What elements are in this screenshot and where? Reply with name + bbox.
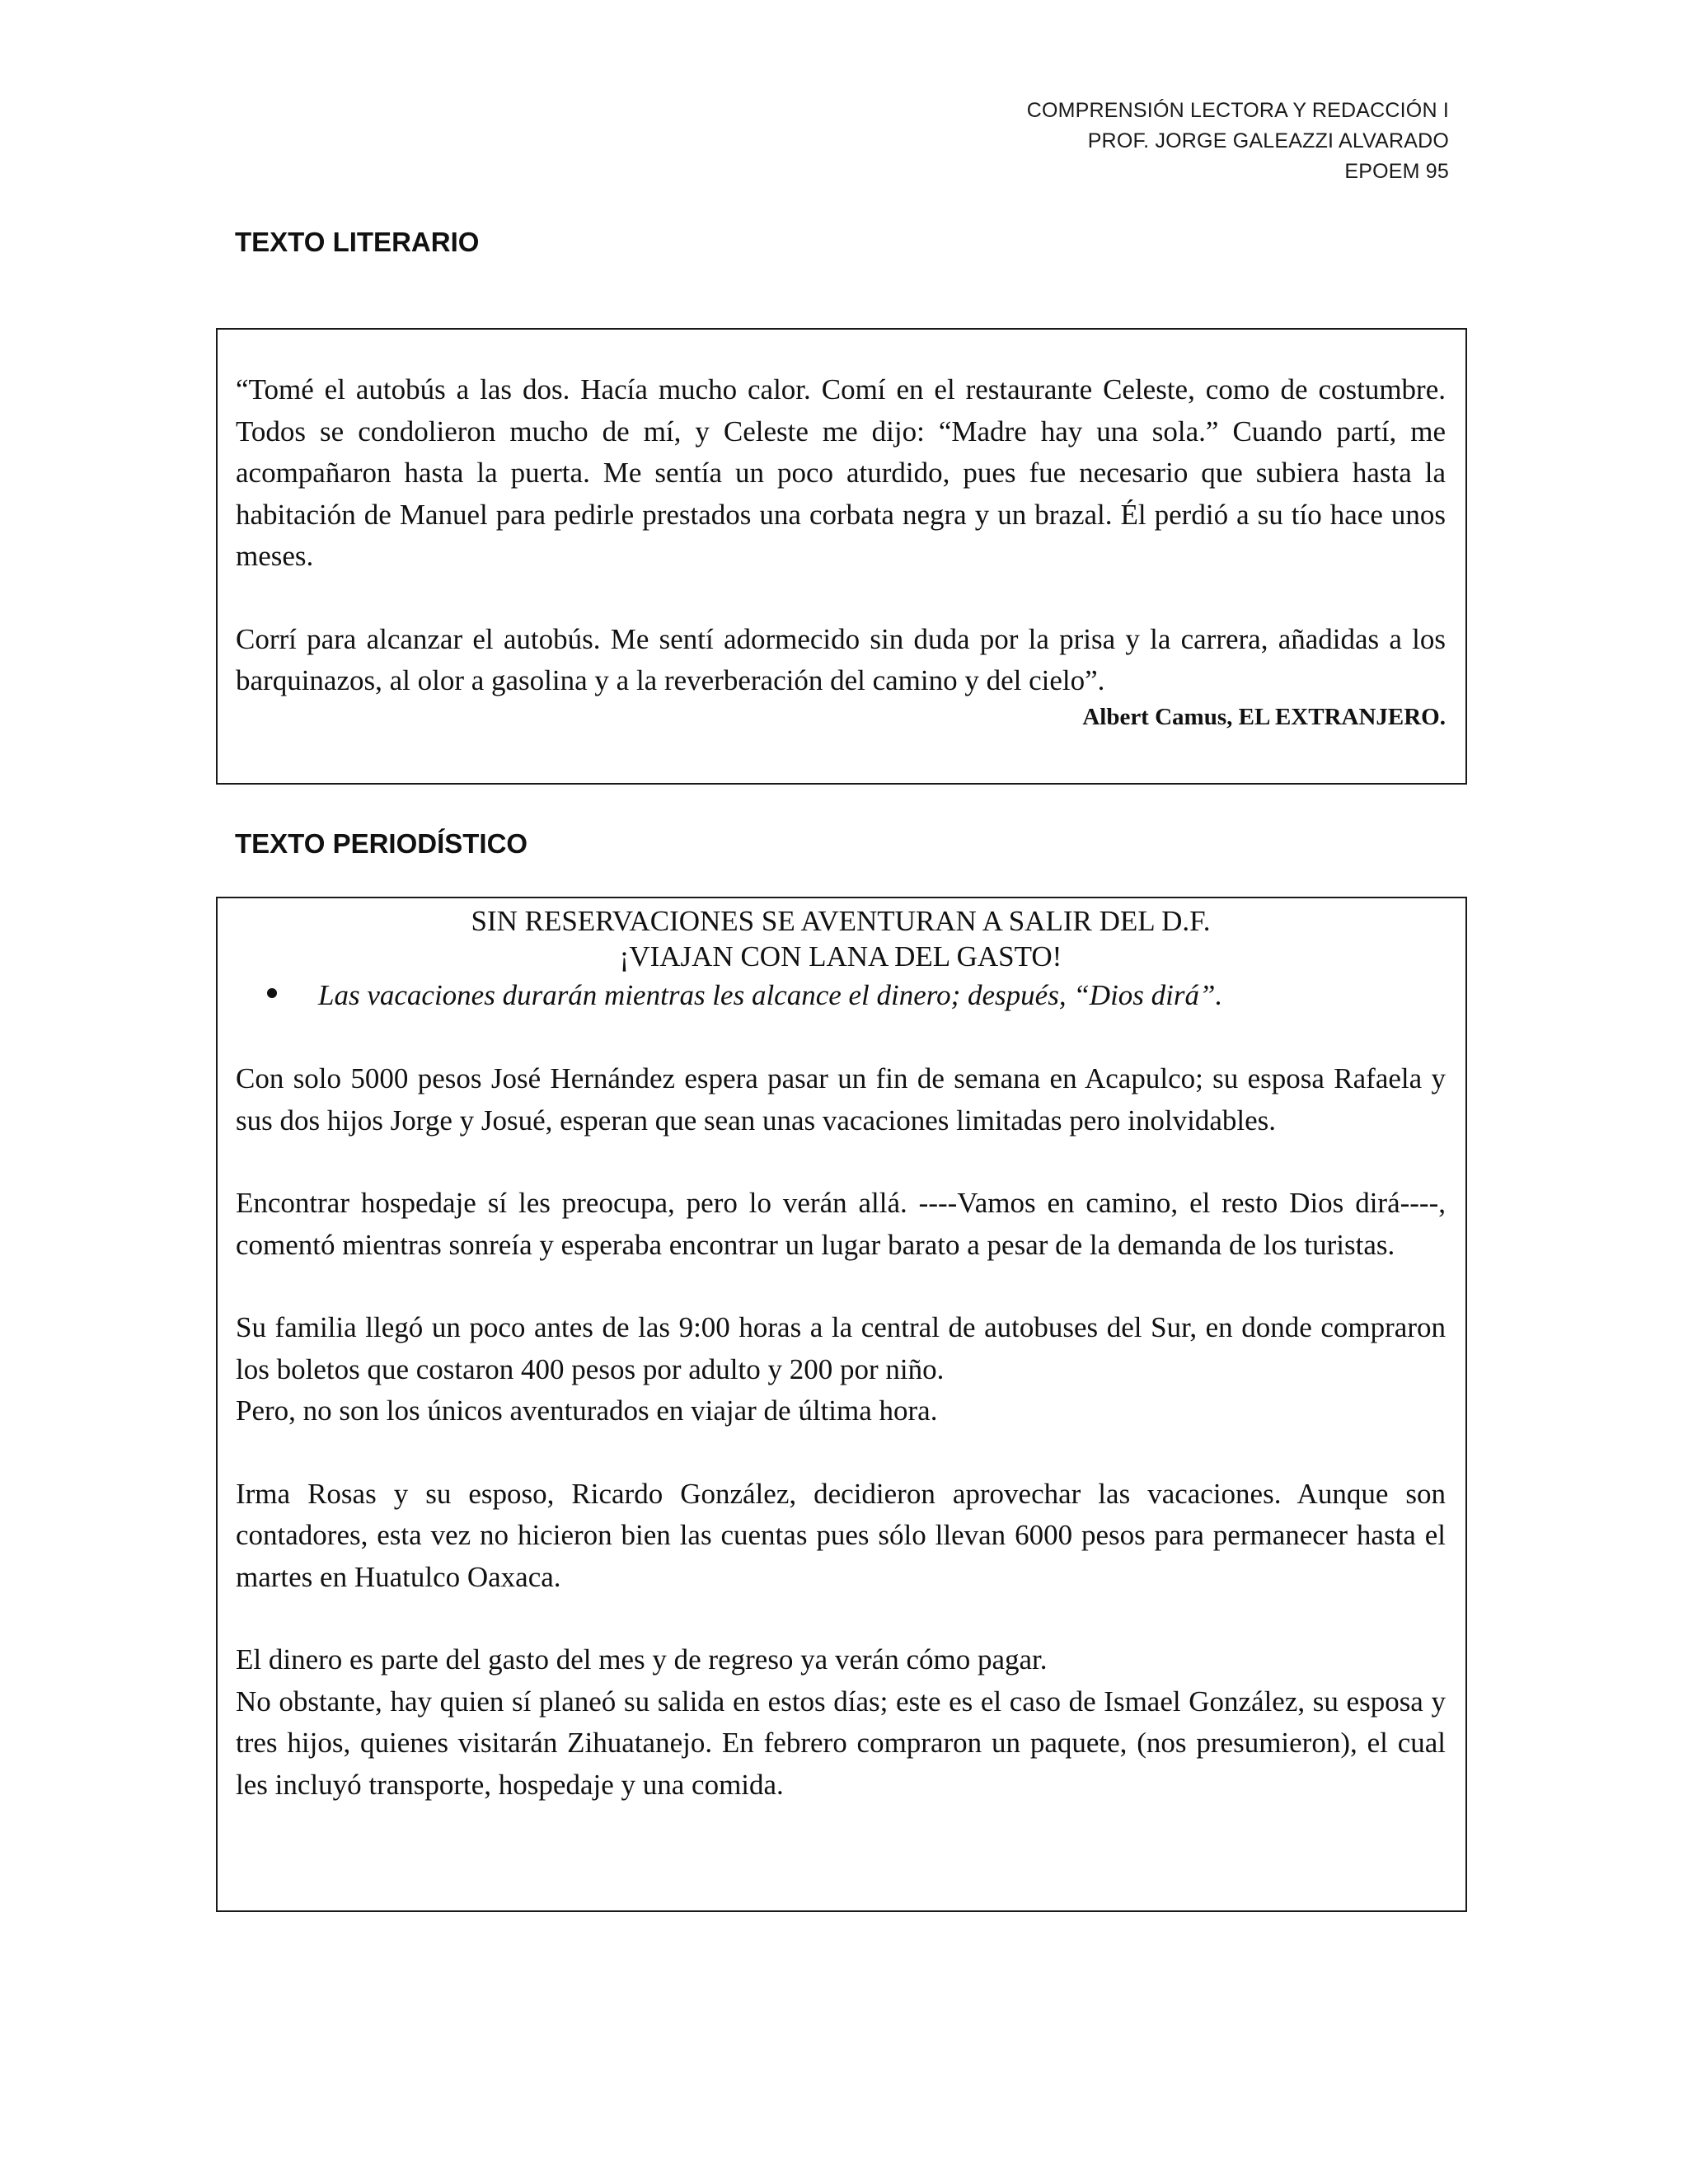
paragraph-gap — [236, 1432, 1446, 1474]
literary-attribution: Albert Camus, EL EXTRANJERO. — [1082, 703, 1446, 730]
news-paragraph: Pero, no son los únicos aventurados en viajar de última hora. — [236, 1394, 938, 1427]
literary-paragraph: Corrí para alcanzar el autobús. Me sentí adormecido sin duda por la prisa y la carrera, añadidas a los barquinazos, al olor a gasolina y a la reverberación del camino y del cielo”. — [236, 622, 1446, 696]
news-section-title: TEXTO PERIODÍSTICO — [235, 828, 528, 859]
news-summary-text: Las vacaciones durarán mientras les alcance el dinero; después, “Dios dirá”. — [318, 979, 1223, 1011]
paragraph-gap — [236, 1266, 1446, 1307]
paragraph-gap — [236, 1598, 1446, 1639]
running-header — [707, 96, 1449, 187]
professor-name: PROF. JORGE GALEAZZI ALVARADO — [1087, 129, 1449, 152]
news-paragraph: Irma Rosas y su esposo, Ricardo González, decidieron aprovechar las vacaciones. Aunque son contadores, esta vez no hicieron bien las cuentas pues sólo llevan 6000 pesos para permanecer hasta el martes en Huatulco Oaxaca. — [236, 1477, 1446, 1593]
news-summary-bullet — [267, 974, 1446, 1017]
paragraph-gap — [236, 578, 1446, 619]
paragraph-gap — [236, 1141, 1446, 1183]
news-subheadline: ¡VIAJAN CON LANA DEL GASTO! — [619, 940, 1062, 972]
news-paragraph: Encontrar hospedaje sí les preocupa, pero lo verán allá. ----Vamos en camino, el resto Dios dirá----, comentó mientras sonreía y esperaba encontrar un lugar barato a pesar de la demanda de los turistas. — [236, 1187, 1446, 1261]
news-paragraph: El dinero es parte del gasto del mes y de regreso ya verán cómo pagar. — [236, 1643, 1048, 1675]
literary-text-box — [216, 328, 1467, 785]
literary-paragraph: “Tomé el autobús a las dos. Hacía mucho calor. Comí en el restaurante Celeste, como de costumbre. Todos se condolieron mucho de mí, y Celeste me dijo: “Madre hay una sola.” Cuando partí, me acompañaron hasta la puerta. Me sentía un poco aturdido, pues fue necesario que subiera hasta la habitación de Manuel para pedirle prestados una corbata negra y un brazal. Él perdió a su tío hace unos meses. — [236, 373, 1446, 572]
news-paragraph: No obstante, hay quien sí planeó su salida en estos días; este es el caso de Ismael González, su esposa y tres hijos, quienes visitarán Zihuatanejo. En febrero compraron un paquete, (nos presumieron), el cual les incluyó transporte, hospedaje y una comida. — [236, 1685, 1446, 1801]
news-paragraph: Con solo 5000 pesos José Hernández espera pasar un fin de semana en Acapulco; su esposa Rafaela y sus dos hijos Jorge y Josué, esperan que sean unas vacaciones limitadas pero inolvidables. — [236, 1062, 1446, 1137]
news-paragraph: Su familia llegó un poco antes de las 9:00 horas a la central de autobuses del Sur, en donde compraron los boletos que costaron 400 pesos por adulto y 200 por niño. — [236, 1311, 1446, 1385]
news-headline: SIN RESERVACIONES SE AVENTURAN A SALIR DEL D.F. — [471, 905, 1211, 937]
paragraph-gap — [236, 1017, 1446, 1058]
news-text-box — [216, 897, 1467, 1912]
course-name: COMPRENSIÓN LECTORA Y REDACCIÓN I — [1026, 99, 1449, 122]
bullet-icon — [267, 988, 277, 998]
school-name: EPOEM 95 — [1344, 160, 1449, 183]
literary-section-title: TEXTO LITERARIO — [235, 227, 480, 257]
